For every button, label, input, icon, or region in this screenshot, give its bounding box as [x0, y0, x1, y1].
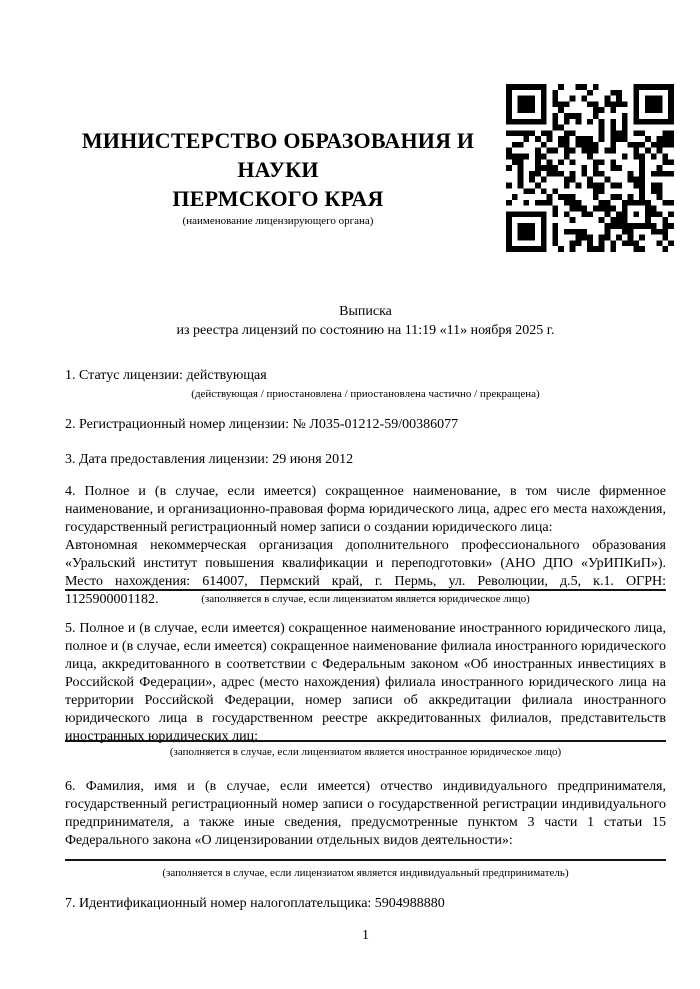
item-6-individual-entrepreneur — [65, 778, 666, 850]
ministry-name-line1: МИНИСТЕРСТВО ОБРАЗОВАНИЯ И НАУКИ — [81, 128, 475, 182]
item-1-status: 1. Статус лицензии: действующая — [65, 368, 267, 383]
ministry-name — [65, 126, 491, 213]
ministry-caption: (наименование лицензирующего органа) — [182, 215, 374, 227]
item-4-fill-line — [65, 589, 666, 591]
item-6-label: 6. Фамилия, имя и (в случае, если имеется) отчество индивидуального предпринимателя, государственный регистрационный номер записи о государственной регистрации индивидуального предпринимателя, а также иные сведения, предусмотренные пунктом 3 части 1 статьи 15 Федерального закона «О лицензировании отдельных видов деятельности»: — [65, 779, 666, 848]
page-number: 1 — [362, 928, 369, 943]
qr-code-icon — [506, 84, 674, 252]
item-6-fill-line — [65, 859, 666, 861]
letterhead — [65, 126, 491, 228]
item-4-value: Автономная некоммерческая организация дополнительного профессионального образования «Уральский институт повышения квалификации и переподготовки» (АНО ДПО «УрИПКиП»). Место нахождения: 614007, Пермский край, г. Пермь, ул. Революции, д.5, к.1. ОГРН: 1125900001182. — [65, 538, 666, 607]
item-5-label: 5. Полное и (в случае, если имеется) сокращенное наименование иностранного юридического лица, полное и (в случае, если имеется) сокращенное наименование филиала иностранного юридического лица, аккредитованного в соответствии с Федеральным законом «Об иностранных инвестициях в Российской Федерации», адрес (место нахождения) филиала иностранного юридического лица на территории Российской Федерации, номер записи об аккредитации филиала иностранного юридического лица в государственном реестре аккредитованных филиалов, представительств иностранных юридических лиц: — [65, 621, 666, 744]
item-4-caption: (заполняется в случае, если лицензиатом является юридическое лицо) — [201, 593, 530, 605]
item-1-caption: (действующая / приостановлена / приостановлена частично / прекращена) — [191, 388, 540, 400]
item-3-grant-date: 3. Дата предоставления лицензии: 29 июня 2012 — [65, 452, 354, 467]
item-4-label: 4. Полное и (в случае, если имеется) сокращенное наименование, в том числе фирменное наименование, и организационно-правовая форма юридического лица, адрес его места нахождения, государственный регистрационный номер записи о создании юридического лица: — [65, 484, 666, 535]
item-5-fill-line — [65, 740, 666, 742]
item-5-foreign-entity — [65, 620, 666, 746]
item-2-registration-number: 2. Регистрационный номер лицензии: № Л035-01212-59/00386077 — [65, 417, 459, 432]
document-title — [65, 302, 666, 340]
document-title-line1: Выписка — [339, 304, 392, 319]
item-7-taxpayer-number: 7. Идентификационный номер налогоплательщика: 5904988880 — [65, 896, 445, 911]
item-5-caption: (заполняется в случае, если лицензиатом является иностранное юридическое лицо) — [169, 746, 562, 758]
ministry-name-line2: ПЕРМСКОГО КРАЯ — [172, 186, 384, 211]
document-title-line2: из реестра лицензий по состоянию на 11:19 «11» ноября 2025 г. — [176, 323, 555, 338]
item-6-caption: (заполняется в случае, если лицензиатом является индивидуальный предприниматель) — [162, 867, 569, 879]
